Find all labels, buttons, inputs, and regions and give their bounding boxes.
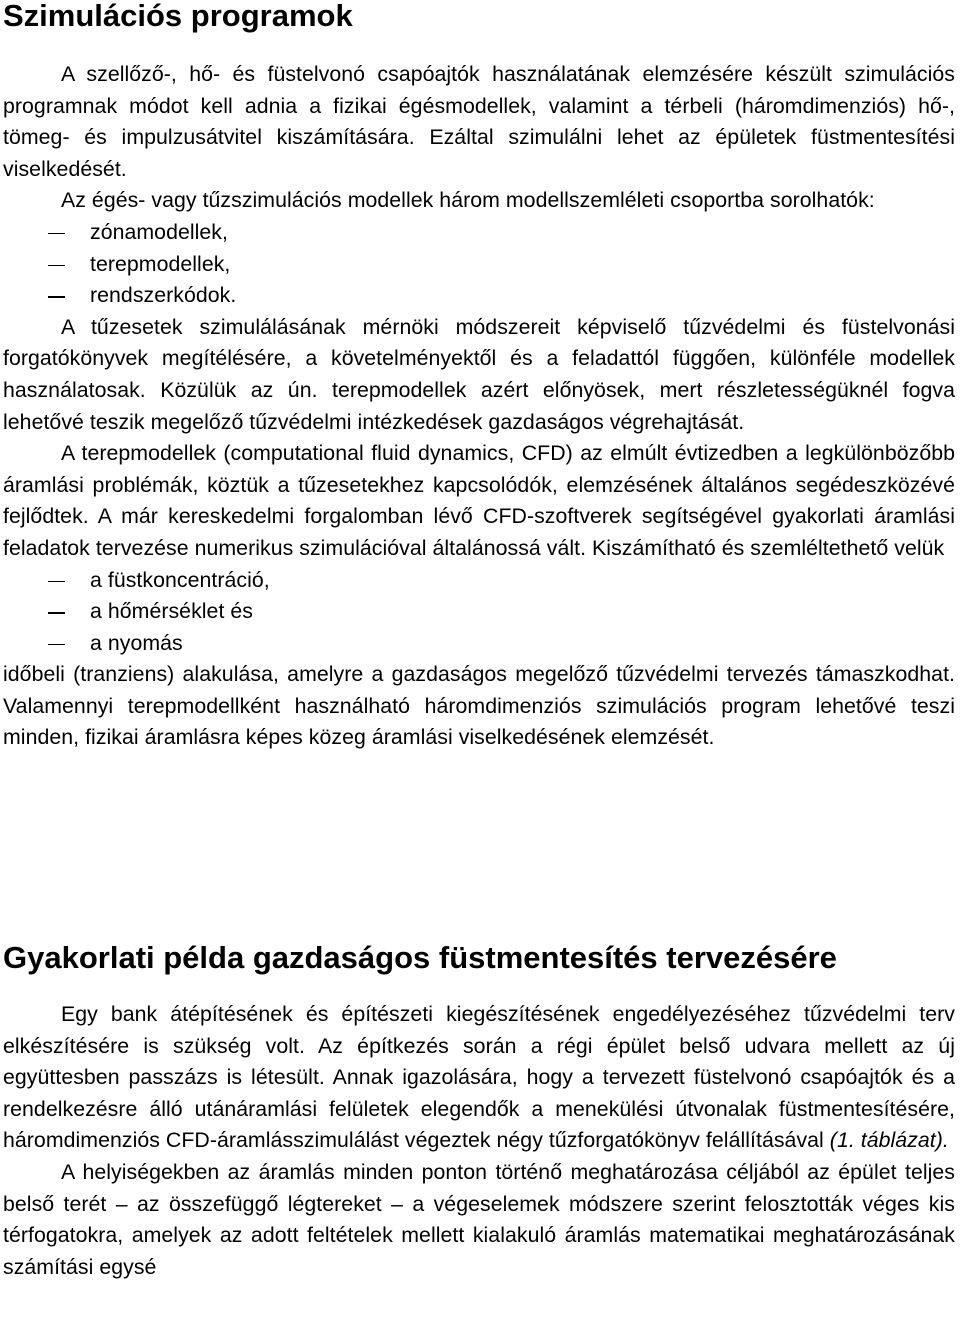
dash-bullet-icon: [48, 644, 65, 646]
list-item: a füstkoncentráció,: [3, 565, 955, 597]
dash-bullet-icon: [48, 265, 65, 267]
list-item: a nyomás: [3, 628, 955, 660]
section-heading: Gyakorlati példa gazdaságos füstmentesítés tervezésére: [3, 940, 837, 975]
paragraph: időbeli (tranziens) alakulása, amelyre a gazdaságos megelőző tűzvédelmi tervezés támaszkodhat. Valamennyi terepmodellként használható háromdimenziós szimulációs program lehetővé teszi minden, fizikai áramlásra képes közeg áramlási viselkedésének elemzését.: [3, 662, 955, 750]
dash-bullet-icon: [48, 612, 65, 614]
paragraph: A tűzesetek szimulálásának mérnöki módszereit képviselő tűzvédelmi és füstelvonási forgatókönyvek megítélésére, a követelményektől és a feladattól függően, különféle modellek használatosak. Közülük az ún. terepmodellek azért előnyösek, mert részletességüknél fogva lehetővé teszik megelőző tűzvédelmi intézkedések gazdaságos végrehajtását.: [3, 314, 955, 434]
dash-bullet-icon: [48, 233, 65, 235]
paragraph: [3, 999, 955, 1157]
paragraph: A terepmodellek (computational fluid dynamics, CFD) az elmúlt évtizedben a legkülönbözőbb áramlási problémák, köztük a tűzesetekhez kapcsolódók, elemzésének általános segédeszközévé fejlődtek. A már kereskedelmi forgalomban lévő CFD-szoftverek segítségével gyakorlati áramlási feladatok tervezése numerikus szimulációval általánossá vált. Kiszámítható és szemléltethető velük: [3, 441, 955, 560]
table-reference: (1. táblázat).: [829, 1128, 949, 1153]
list-item: rendszerkódok.: [3, 280, 955, 312]
paragraph: Az égés- vagy tűzszimulációs modellek három modellszemléleti csoportba sorolhatók:: [61, 188, 875, 213]
paragraph: A szellőző-, hő- és füstelvonó csapóajtók használatának elemzésére készült szimulációs programnak módot kell adnia a fizikai égésmodellek, valamint a térbeli (háromdimenziós) hő-, tömeg- és impulzusátvitel kiszámítására. Ezáltal szimulálni lehet az épületek füstmentesítési viselkedését.: [3, 62, 955, 181]
paragraph: A helyiségekben az áramlás minden ponton történő meghatározása céljából az épület teljes belső terét – az összefüggő légtereket – a végeselemek módszere szerint felosztották véges kis térfogatokra, amelyek az adott feltételek mellett kialakuló áramlás matematikai meghatározásának számítási egysé: [3, 1159, 955, 1279]
page-title: Szimulációs programok: [3, 0, 353, 33]
section-practical-example: [3, 999, 955, 1283]
list-item: a hőmérséklet és: [3, 596, 955, 628]
dash-bullet-icon: [48, 296, 65, 298]
model-types-list: [3, 217, 955, 312]
section-simulation-programs: [3, 59, 955, 754]
list-item: zónamodellek,: [3, 217, 955, 249]
list-item: terepmodellek,: [3, 249, 955, 281]
computable-quantities-list: [3, 565, 955, 660]
paragraph-text: Egy bank átépítésének és építészeti kiegészítésének engedélyezéséhez tűzvédelmi terv elkészítésére is szükség volt. Az építkezés során a régi épület belső udvara mellett az új együttesben passzázs is létesült. Annak igazolására, hogy a tervezett füstelvonó csapóajtók és a rendelkezésre álló utánáramlási felületek elegendők a menekülési útvonalak füstmentesítésére, háromdimenziós CFD-áramlásszimulálást végeztek négy tűzforgatókönyv felállításával: [3, 1002, 955, 1153]
dash-bullet-icon: [48, 581, 65, 583]
